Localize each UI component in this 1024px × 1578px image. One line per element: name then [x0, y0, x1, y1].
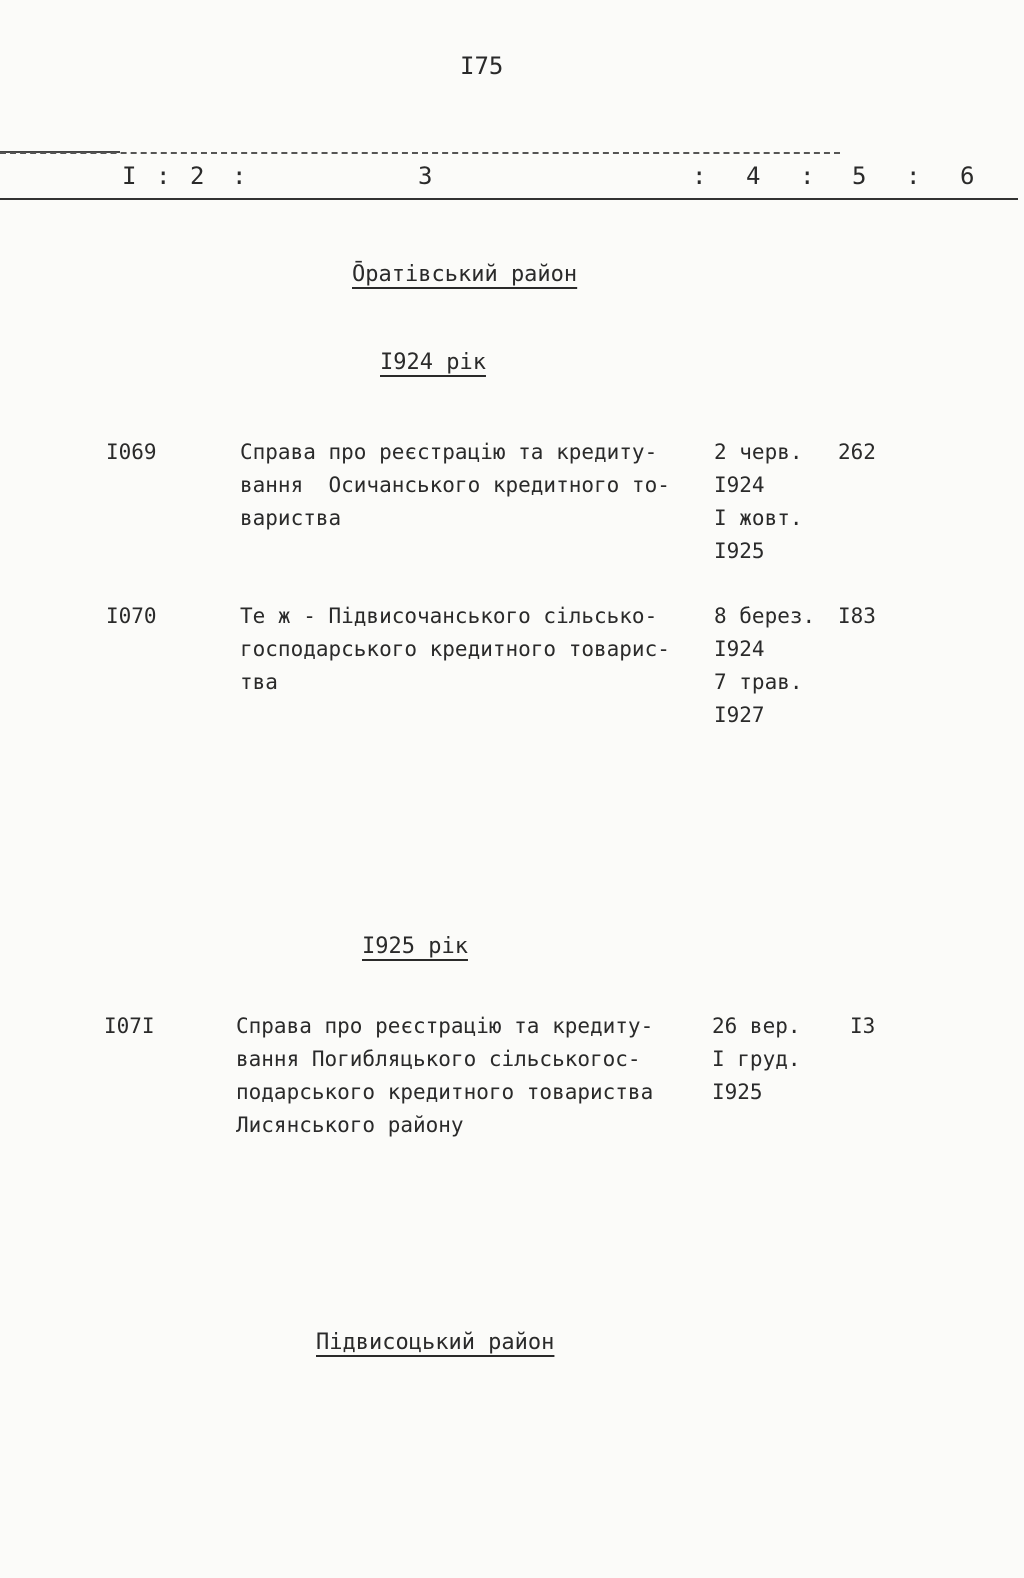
description-line: Лисянського району — [236, 1113, 464, 1137]
date-line: 26 вер. — [712, 1014, 801, 1038]
date-line: I925 — [712, 1080, 763, 1104]
entry-description — [240, 436, 670, 535]
date-line: 2 черв. — [714, 440, 803, 464]
column-header-3: 3 — [418, 162, 433, 190]
entry-page-count: 262 — [838, 440, 876, 464]
entry-page-count: I83 — [838, 604, 876, 628]
column-separator: : — [692, 162, 707, 190]
year-heading: I925 рік — [362, 934, 468, 959]
date-line: I груд. — [712, 1047, 801, 1071]
column-separator: : — [906, 162, 921, 190]
entry-number: I069 — [106, 440, 157, 464]
district-heading: Ōратівський район — [352, 262, 578, 287]
entry-description — [236, 1010, 653, 1142]
description-line: вання Осичанського кредитного то- — [240, 473, 670, 497]
date-line: I925 — [714, 539, 765, 563]
entry-dates — [714, 436, 803, 568]
entry-number: I07I — [104, 1014, 155, 1038]
column-header-1: I — [122, 162, 137, 190]
description-line: Те ж - Підвисочанського сільсько- — [240, 604, 658, 628]
entry-dates — [712, 1010, 801, 1109]
header-top-dashed-rule — [0, 152, 840, 154]
date-line: I927 — [714, 703, 765, 727]
date-line: I924 — [714, 473, 765, 497]
date-line: 7 трав. — [714, 670, 803, 694]
page-number: I75 — [460, 52, 504, 80]
district-heading: Підвисоцький район — [316, 1330, 555, 1355]
description-line: Справа про реєстрацію та кредиту- — [240, 440, 658, 464]
date-line: I жовт. — [714, 506, 803, 530]
column-header-5: 5 — [852, 162, 867, 190]
column-header-4: 4 — [746, 162, 761, 190]
description-line: вання Погибляцького сільськогос- — [236, 1047, 641, 1071]
date-line: 8 берез. — [714, 604, 816, 628]
column-separator: : — [156, 162, 171, 190]
column-header-6: 6 — [960, 162, 975, 190]
description-line: Справа про реєстрацію та кредиту- — [236, 1014, 654, 1038]
entry-dates — [714, 600, 815, 732]
entry-page-count: I3 — [850, 1014, 876, 1038]
column-separator: : — [232, 162, 247, 190]
description-line: подарського кредитного товариства — [236, 1080, 654, 1104]
entry-description — [240, 600, 670, 699]
entry-number: I070 — [106, 604, 157, 628]
column-separator: : — [800, 162, 815, 190]
column-header-2: 2 — [190, 162, 205, 190]
description-line: господарського кредитного товарис- — [240, 637, 670, 661]
date-line: I924 — [714, 637, 765, 661]
header-bottom-rule — [0, 198, 1018, 200]
description-line: тва — [240, 670, 278, 694]
year-heading: I924 рік — [380, 350, 486, 375]
description-line: вариства — [240, 506, 342, 530]
